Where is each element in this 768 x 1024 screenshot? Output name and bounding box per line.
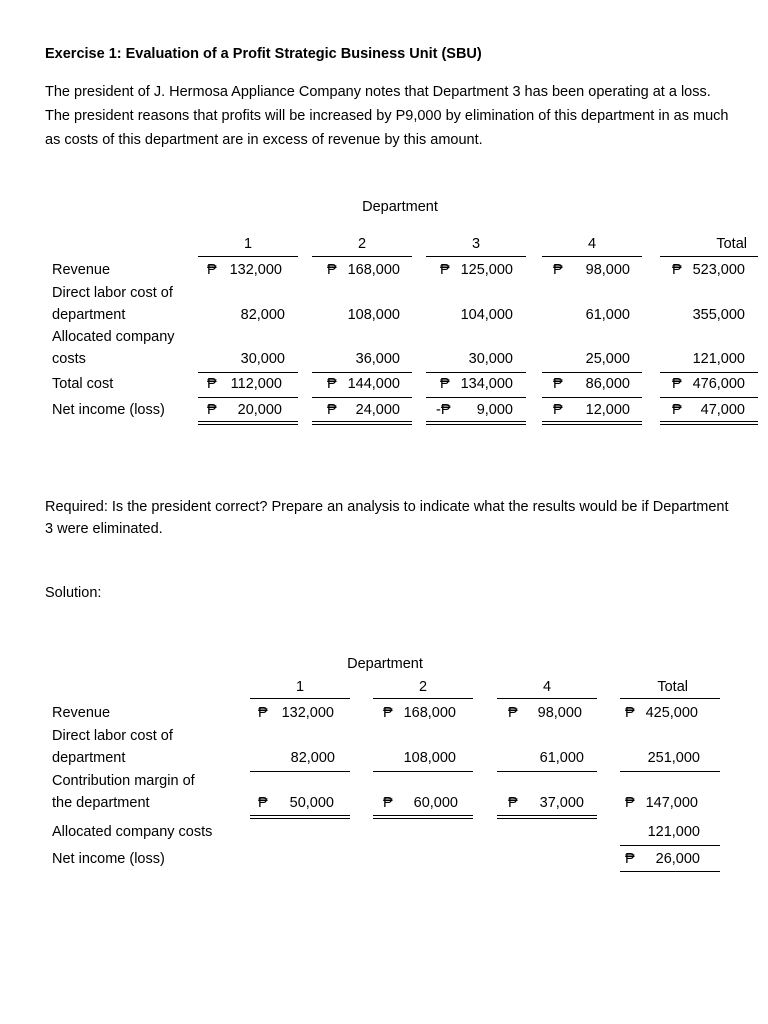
table1-col-3: 3 (471, 236, 481, 252)
label-direct-labor-2: department (52, 307, 126, 323)
table1-col-4: 4 (587, 236, 597, 252)
currency-symbol: ₱ (553, 376, 563, 392)
currency-symbol: ₱ (672, 262, 682, 278)
table1-col-1: 1 (243, 236, 253, 252)
t1-ni-4: 12,000 (585, 402, 630, 418)
t1-tc-3: 134,000 (460, 376, 513, 392)
t1-tc-total: 476,000 (692, 376, 745, 392)
negative-currency-symbol: -₱ (436, 402, 451, 418)
label-direct-labor: Direct labor cost of (52, 728, 173, 744)
t1-alloc-2: 36,000 (355, 351, 400, 367)
table2-col-1: 1 (295, 679, 305, 695)
currency-symbol: ₱ (625, 795, 635, 811)
currency-symbol: ₱ (440, 262, 450, 278)
label-revenue: Revenue (52, 705, 111, 721)
currency-symbol: ₱ (258, 795, 268, 811)
t2-cm-1: 50,000 (289, 795, 334, 811)
t2-revenue-2: 168,000 (403, 705, 456, 721)
label-contribution-2: the department (52, 795, 150, 811)
label-direct-labor: Direct labor cost of (52, 285, 173, 301)
t1-revenue-total: 523,000 (692, 262, 745, 278)
t2-cm-2: 60,000 (413, 795, 458, 811)
label-total-cost: Total cost (52, 376, 114, 392)
currency-symbol: ₱ (258, 705, 268, 721)
t1-alloc-total: 121,000 (692, 351, 745, 367)
t2-cm-4: 37,000 (539, 795, 584, 811)
t2-revenue-total: 425,000 (645, 705, 698, 721)
currency-symbol: ₱ (440, 376, 450, 392)
t1-ni-1: 20,000 (237, 402, 282, 418)
currency-symbol: ₱ (207, 402, 217, 418)
currency-symbol: ₱ (383, 795, 393, 811)
required-paragraph: Required: Is the president correct? Prepare an analysis to indicate what the results would be if Department 3 were eliminated. (45, 499, 729, 537)
exercise-title: Exercise 1: Evaluation of a Profit Strategic Business Unit (SBU) (45, 46, 482, 62)
t2-alloc-total: 121,000 (647, 824, 700, 840)
label-allocated: Allocated company (52, 329, 175, 345)
t1-alloc-4: 25,000 (585, 351, 630, 367)
currency-symbol: ₱ (553, 402, 563, 418)
t2-dl-2: 108,000 (403, 750, 456, 766)
t1-revenue-2: 168,000 (347, 262, 400, 278)
label-contribution: Contribution margin of (52, 773, 195, 789)
t1-alloc-3: 30,000 (468, 351, 513, 367)
table2-col-total: Total (657, 679, 688, 695)
table2-col-4: 4 (542, 679, 552, 695)
label-net-income: Net income (loss) (52, 402, 165, 418)
currency-symbol: ₱ (207, 262, 217, 278)
t1-tc-1: 112,000 (230, 376, 282, 392)
t1-ni-total: 47,000 (700, 402, 745, 418)
currency-symbol: ₱ (672, 402, 682, 418)
solution-label: Solution: (45, 585, 102, 601)
t2-revenue-4: 98,000 (537, 705, 582, 721)
currency-symbol: ₱ (327, 262, 337, 278)
t1-tc-4: 86,000 (585, 376, 630, 392)
label-allocated: Allocated company costs (52, 824, 213, 840)
currency-symbol: ₱ (327, 402, 337, 418)
t2-dl-total: 251,000 (647, 750, 700, 766)
table1-col-total: Total (716, 236, 747, 252)
currency-symbol: ₱ (508, 705, 518, 721)
table1-col-2: 2 (357, 236, 367, 252)
table1-header: Department (362, 199, 438, 215)
currency-symbol: ₱ (207, 376, 217, 392)
t1-ni-3: 9,000 (476, 402, 513, 418)
t1-ni-2: 24,000 (355, 402, 400, 418)
label-revenue: Revenue (52, 262, 111, 278)
label-direct-labor-2: department (52, 750, 126, 766)
table2-header: Department (347, 656, 423, 672)
t2-ni-total: 26,000 (655, 851, 700, 867)
t1-alloc-1: 30,000 (240, 351, 285, 367)
currency-symbol: ₱ (327, 376, 337, 392)
currency-symbol: ₱ (625, 851, 635, 867)
label-allocated-2: costs (52, 351, 86, 367)
t1-revenue-3: 125,000 (460, 262, 513, 278)
currency-symbol: ₱ (672, 376, 682, 392)
t1-dl-2: 108,000 (347, 307, 400, 323)
table2-col-2: 2 (418, 679, 428, 695)
t1-dl-total: 355,000 (692, 307, 745, 323)
t2-dl-1: 82,000 (290, 750, 335, 766)
t2-dl-4: 61,000 (539, 750, 584, 766)
currency-symbol: ₱ (383, 705, 393, 721)
currency-symbol: ₱ (553, 262, 563, 278)
currency-symbol: ₱ (508, 795, 518, 811)
intro-paragraph: The president of J. Hermosa Appliance Company notes that Department 3 has been operating at a loss. The president reasons that profits will be increased by P9,000 by elimination of this department in as much as costs of this department are in excess of revenue by this amount. (45, 84, 729, 148)
currency-symbol: ₱ (625, 705, 635, 721)
t2-revenue-1: 132,000 (281, 705, 334, 721)
t1-dl-3: 104,000 (460, 307, 513, 323)
t1-dl-1: 82,000 (240, 307, 285, 323)
t1-tc-2: 144,000 (347, 376, 400, 392)
t1-revenue-1: 132,000 (229, 262, 282, 278)
t1-dl-4: 61,000 (585, 307, 630, 323)
t1-revenue-4: 98,000 (585, 262, 630, 278)
t2-cm-total: 147,000 (645, 795, 698, 811)
label-net-income: Net income (loss) (52, 851, 165, 867)
